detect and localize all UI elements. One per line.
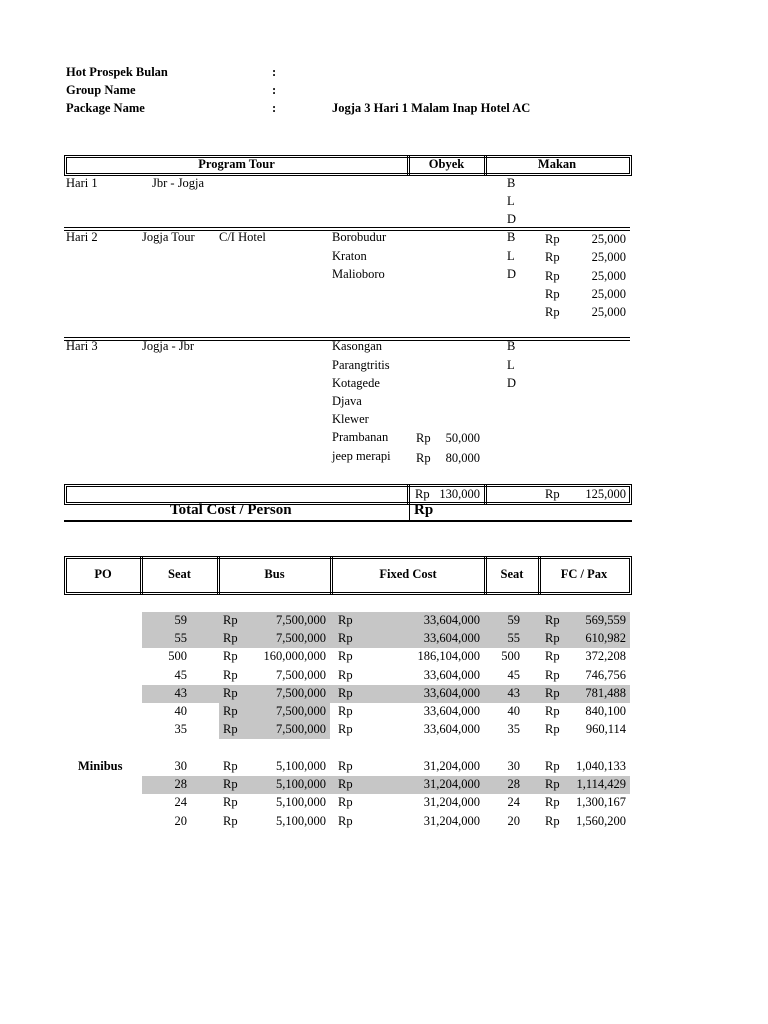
program-tour-header: Program Tour [198,157,275,171]
cell-bus: 5,100,000 [276,795,326,810]
total-underline [64,520,632,522]
hot-prospek-label: Hot Prospek Bulan [66,65,168,79]
cell-rp: Rp [223,813,238,828]
seat-header: Seat [168,567,191,581]
cell-rp2: Rp [338,649,353,664]
total-makan-cur: Rp [545,487,560,501]
minibus-label: Minibus [78,759,123,773]
cell-bus: 5,100,000 [276,813,326,828]
place: Kotagede [332,376,380,390]
makan-amount: 25,000 [591,287,626,301]
cell-fc: 1,040,133 [576,759,626,773]
cell-seat2: 500 [501,649,520,664]
cell-fc: 1,300,167 [576,795,626,810]
cell-rp3: Rp [545,795,560,810]
total-obyek: 130,000 [439,487,480,501]
day-label: Hari 1 [66,176,98,190]
bus-header: Bus [264,567,285,581]
makan-cur: Rp [545,232,560,246]
place: Prambanan [332,430,389,444]
makan-amount: 25,000 [591,269,626,283]
cell-fc: 372,208 [585,649,626,664]
route: Jogja Tour [142,230,195,244]
cell-fixed: 31,204,000 [423,795,480,810]
cell-rp: Rp [223,667,238,682]
cell-seat2: 55 [507,631,520,646]
cell-rp3: Rp [545,813,560,828]
cell-bus: 7,500,000 [276,667,326,682]
meal-code: D [507,376,517,390]
cell-fixed: 31,204,000 [423,813,480,828]
cell-bus: 5,100,000 [276,777,326,792]
cell-fixed: 33,604,000 [423,631,480,646]
day-label: Hari 3 [66,339,98,353]
place: jeep merapi [332,449,391,463]
cell-rp2: Rp [338,667,353,682]
cell-fixed: 186,104,000 [417,649,480,664]
obyek-header: Obyek [428,157,465,171]
cell-seat: 500 [168,649,187,664]
place: Kraton [332,249,367,263]
cell-seat: 20 [174,813,187,828]
cell-seat: 40 [174,704,187,718]
cell-seat2: 40 [507,704,520,718]
place: Djava [332,394,362,408]
cell-bus: 7,500,000 [276,631,326,646]
cell-seat2: 24 [507,795,520,810]
cell-fc: 1,560,200 [576,813,626,828]
cell-seat2: 35 [507,722,520,737]
cell-rp2: Rp [338,777,353,792]
cell-rp2: Rp [338,795,353,810]
colon: : [272,101,277,115]
cell-rp3: Rp [545,667,560,682]
cell-rp3: Rp [545,631,560,646]
cell-rp3: Rp [545,613,560,627]
seat2-header: Seat [500,567,524,581]
makan-cur: Rp [545,269,560,283]
cell-rp3: Rp [545,777,560,792]
colon: : [272,65,277,79]
meal-code: B [507,176,516,190]
cell-fixed: 31,204,000 [423,777,480,792]
cell-seat: 45 [174,667,187,682]
cell-rp: Rp [223,722,238,737]
po-header: PO [94,567,112,581]
cell-rp: Rp [223,631,238,646]
cell-seat2: 45 [507,667,520,682]
cell-rp2: Rp [338,704,353,718]
obyek-cur: Rp [416,451,431,465]
cell-seat2: 28 [507,777,520,792]
route: Jogja - Jbr [142,339,195,353]
day-label: Hari 2 [66,230,98,244]
fc-pax-header: FC / Pax [560,567,608,581]
cell-rp: Rp [223,613,238,627]
cell-rp3: Rp [545,685,560,700]
cell-fixed: 31,204,000 [423,759,480,773]
cell-rp2: Rp [338,813,353,828]
meal-code: D [507,212,517,226]
makan-amount: 25,000 [591,250,626,264]
makan-cur: Rp [545,250,560,264]
cell-rp3: Rp [545,704,560,718]
makan-cur: Rp [545,305,560,319]
meal-code: D [507,267,517,281]
cell-rp3: Rp [545,722,560,737]
cell-rp2: Rp [338,759,353,773]
fixed-cost-header: Fixed Cost [379,567,437,581]
meal-code: L [507,194,515,208]
package-name-value: Jogja 3 Hari 1 Malam Inap Hotel AC [332,101,531,115]
cell-seat: 43 [174,685,187,700]
obyek-amount: 80,000 [445,451,480,465]
cell-rp3: Rp [545,759,560,773]
cell-rp2: Rp [338,631,353,646]
cell-rp: Rp [223,704,238,718]
cell-seat2: 59 [507,613,520,627]
cell-fc: 746,756 [585,667,626,682]
hotel: C/I Hotel [219,230,266,244]
makan-cur: Rp [545,287,560,301]
place: Borobudur [332,230,387,244]
cell-rp2: Rp [338,613,353,627]
colon: : [272,83,277,97]
cell-fixed: 33,604,000 [423,722,480,737]
cell-bus: 7,500,000 [276,722,326,737]
cell-fc: 960,114 [585,722,626,737]
place: Parangtritis [332,358,390,372]
total-makan: 125,000 [585,487,626,501]
cell-rp: Rp [223,685,238,700]
cell-bus: 7,500,000 [276,704,326,718]
place: Malioboro [332,267,385,281]
cell-seat: 55 [174,631,187,646]
makan-amount: 25,000 [591,232,626,246]
place: Klewer [332,412,369,426]
group-name-label: Group Name [66,83,136,97]
total-cost-cur: Rp [414,502,434,518]
cell-bus: 7,500,000 [276,685,326,700]
route: Jbr - Jogja [152,176,205,190]
meal-code: L [507,358,515,372]
cell-fc: 569,559 [585,613,626,627]
cell-bus: 5,100,000 [276,759,326,773]
makan-header: Makan [537,157,577,171]
cell-rp: Rp [223,649,238,664]
cell-fixed: 33,604,000 [423,685,480,700]
obyek-cur: Rp [416,431,431,445]
total-obyek-cur: Rp [415,487,430,501]
cell-fixed: 33,604,000 [423,667,480,682]
cell-rp: Rp [223,795,238,810]
cell-fc: 781,488 [585,685,626,700]
cell-rp: Rp [223,759,238,773]
cell-fc: 840,100 [585,704,626,718]
package-name-label: Package Name [66,101,145,115]
cell-seat2: 30 [507,759,520,773]
cell-rp2: Rp [338,722,353,737]
meal-code: L [507,249,515,263]
cell-seat2: 43 [507,685,520,700]
place: Kasongan [332,339,382,353]
cell-seat2: 20 [507,813,520,828]
cell-seat: 30 [174,759,187,773]
cell-fc: 610,982 [585,631,626,646]
cell-seat: 28 [174,777,187,792]
cell-bus: 160,000,000 [263,649,326,664]
cell-seat: 35 [174,722,187,737]
cell-seat: 59 [174,613,187,627]
cell-rp3: Rp [545,649,560,664]
cell-seat: 24 [174,795,187,810]
cell-fixed: 33,604,000 [423,613,480,627]
total-cost-label: Total Cost / Person [170,502,292,518]
meal-code: B [507,339,516,353]
cell-fc: 1,114,429 [576,777,626,792]
obyek-amount: 50,000 [445,431,480,445]
cell-bus: 7,500,000 [276,613,326,627]
cell-fixed: 33,604,000 [423,704,480,718]
makan-amount: 25,000 [591,305,626,319]
cell-rp: Rp [223,777,238,792]
cell-rp2: Rp [338,685,353,700]
meal-code: B [507,230,516,244]
